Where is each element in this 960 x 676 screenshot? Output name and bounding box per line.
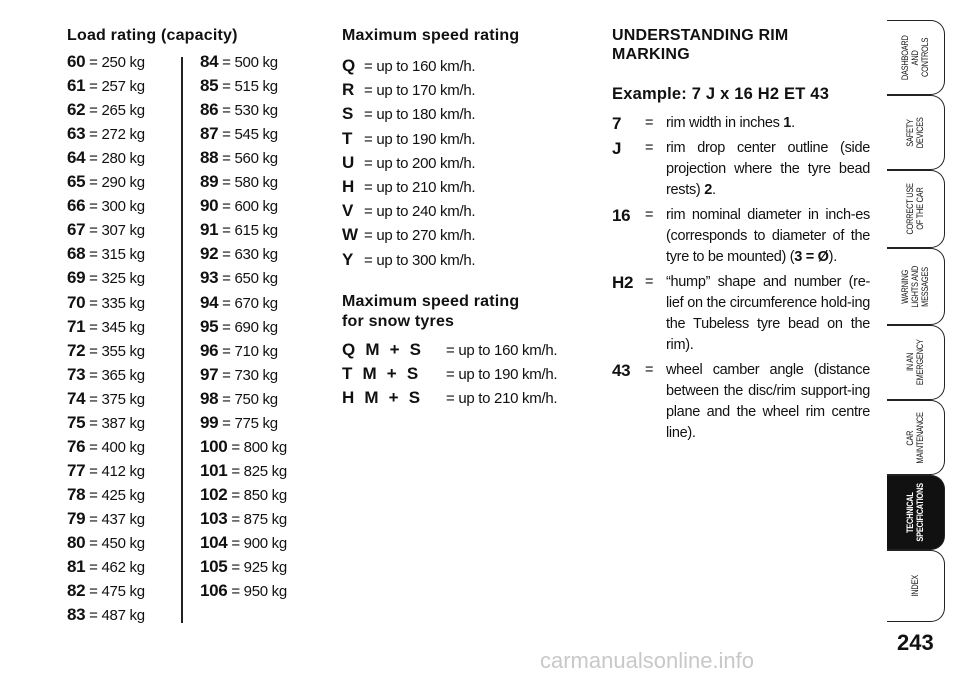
load-row [200,220,278,241]
code: 87 [200,124,219,144]
tab-label: TECHNICAL SPECIFICATIONS [904,483,926,542]
rim-text: rim nominal diameter in inch-es (corresponds to diameter of the tyre to be mounted) ( [666,207,870,265]
load-row [67,268,145,289]
load-row [67,148,145,169]
speed-row [342,177,475,198]
code: 106 [200,581,228,601]
speed-row [342,225,475,246]
code: 92 [200,244,219,264]
value: 437 kg [101,510,145,528]
code: 73 [67,364,86,384]
value: up to 270 km/h. [376,227,476,245]
code: 99 [200,412,219,432]
equals-sign: = [645,140,654,156]
rim-key: 7 [612,114,622,133]
code: 76 [67,436,86,456]
rim-item [612,205,870,268]
load-row [67,605,145,626]
load-row [67,365,145,386]
equals-sign: = [364,227,377,245]
code: R [342,80,354,100]
snow-row [342,388,557,409]
equals-sign: = [218,390,235,408]
value: 265 kg [101,102,145,120]
rim-items [612,113,870,448]
value: 670 kg [234,294,278,312]
equals-sign: = [218,294,235,312]
speed-rating-title: Maximum speed rating [342,27,520,44]
code: Q [342,56,355,75]
code: 86 [200,100,219,120]
equals-sign: = [85,294,102,312]
code: 104 [200,533,228,552]
value: 345 kg [101,318,145,336]
value: 500 kg [234,54,278,71]
code: 85 [200,76,219,96]
rim-end: ). [828,249,837,265]
load-row [200,124,278,145]
equals-sign: = [218,174,235,192]
load-row [67,52,145,73]
code: 69 [67,268,86,288]
equals-sign: = [227,510,244,528]
tab-5[interactable] [887,400,945,475]
code: 91 [200,220,219,240]
equals-sign: = [227,535,244,552]
rim-end: . [711,182,716,198]
rim-description [666,360,870,444]
equals-sign: = [218,342,235,360]
page-number: 243 [897,630,934,655]
value: 545 kg [234,126,278,144]
rim-title-1: UNDERSTANDING RIM [612,27,789,44]
value: 580 kg [234,174,278,192]
value: 355 kg [101,342,145,360]
equals-sign: = [227,583,244,601]
load-row [200,244,278,265]
load-row [200,485,287,506]
value: 335 kg [101,294,145,312]
code: 93 [200,268,219,288]
equals-sign: = [364,58,377,75]
equals-sign: = [85,414,102,432]
load-row [67,557,145,578]
value: 290 kg [101,174,145,192]
value: 850 kg [243,486,287,504]
tab-label: WARNING LIGHTS AND MESSAGES [899,265,931,308]
load-row [67,341,145,362]
equals-sign: = [85,54,102,71]
code: 60 [67,52,86,71]
code: 78 [67,484,86,504]
value: 515 kg [234,78,278,96]
equals-sign: = [85,198,102,216]
equals-sign: = [645,115,654,131]
rim-title-2: MARKING [612,46,690,63]
load-row [67,172,145,193]
equals-sign: = [85,78,102,96]
code: 75 [67,412,86,432]
equals-sign: = [218,222,235,240]
load-row [67,317,145,338]
value: 425 kg [101,486,145,504]
value: 462 kg [101,559,145,577]
equals-sign: = [218,54,235,71]
value: 600 kg [234,198,278,216]
load-row [67,533,145,554]
code: 96 [200,340,219,360]
value: 900 kg [243,535,287,552]
speed-row [342,201,475,222]
equals-sign: = [85,174,102,192]
value: 800 kg [243,438,287,456]
value: 400 kg [101,438,145,456]
load-row [200,293,278,314]
value: up to 170 km/h. [376,82,476,100]
rim-item [612,272,870,356]
code: 84 [200,52,219,71]
code: 83 [67,605,86,625]
snow-row [342,364,557,385]
equals-sign: = [227,438,244,456]
load-row [200,341,278,362]
snow-row [342,340,557,361]
code: H [342,177,354,196]
code: T M + S [342,364,418,384]
code: 101 [200,460,228,480]
speed-row [342,56,475,77]
value: 387 kg [101,414,145,432]
code: 90 [200,196,219,216]
rim-description [666,272,870,356]
value: 307 kg [101,222,145,240]
equals-sign: = [446,366,459,384]
code: 79 [67,508,86,528]
equals-sign: = [364,154,377,172]
load-row [200,317,278,338]
load-row [200,509,287,530]
value: up to 240 km/h. [376,203,476,221]
value: 487 kg [101,607,145,625]
load-row [67,389,145,410]
tab-label: CORRECT USE OF THE CAR [904,183,926,235]
equals-sign: = [218,366,235,384]
load-row [200,533,287,554]
load-row [67,413,145,434]
equals-sign: = [218,246,235,264]
equals-sign: = [364,251,377,269]
rim-text: rim width in inches [666,115,784,131]
code: 103 [200,508,228,528]
equals-sign: = [85,438,102,456]
tab-6[interactable] [887,475,945,550]
speed-row [342,129,475,150]
equals-sign: = [364,82,377,100]
load-row [200,389,278,410]
value: 690 kg [234,318,278,336]
value: 925 kg [243,559,287,577]
load-row [67,196,145,217]
rim-description [666,205,870,268]
snow-title-1: Maximum speed rating [342,293,520,310]
code: Q M + S [342,340,421,359]
load-row [67,437,145,458]
value: 730 kg [234,366,278,384]
code: 105 [200,557,228,577]
value: up to 210 km/h. [458,390,558,408]
value: 750 kg [234,390,278,408]
value: 257 kg [101,78,145,96]
code: U [342,152,354,172]
code: 81 [67,557,86,577]
value: 412 kg [101,462,145,480]
equals-sign: = [645,274,654,290]
code: 64 [67,148,86,168]
value: up to 180 km/h. [376,106,476,124]
equals-sign: = [85,342,102,360]
load-row [200,581,287,602]
load-row [200,461,287,482]
equals-sign: = [364,179,377,196]
value: up to 190 km/h. [458,366,558,384]
column-divider [181,57,183,623]
code: 82 [67,581,86,601]
value: 775 kg [234,414,278,432]
load-row [200,52,278,73]
tab-label: DASHBOARD AND CONTROLS [899,35,931,80]
value: 250 kg [101,54,145,71]
code: 67 [67,220,86,240]
equals-sign: = [218,78,235,96]
rim-key: 16 [612,206,631,225]
value: 825 kg [243,462,287,480]
value: up to 160 km/h. [376,58,476,75]
load-row [200,413,278,434]
value: 530 kg [234,102,278,120]
rim-item [612,360,870,444]
equals-sign: = [645,207,654,223]
load-row [200,172,278,193]
rim-end: . [791,115,795,131]
equals-sign: = [227,559,244,577]
equals-sign: = [218,126,235,144]
equals-sign: = [85,318,102,336]
equals-sign: = [364,203,377,221]
rim-text: rim drop center outline (side projection where the tyre bead rests) [666,140,870,198]
load-row [200,268,278,289]
rim-ref: 3 = Ø [794,249,829,265]
code: 88 [200,148,219,168]
tab-label: SAFETY DEVICES [904,117,926,148]
rim-key: H2 [612,273,634,292]
equals-sign: = [85,607,102,625]
code: T [342,128,353,148]
tab-3[interactable] [887,248,945,325]
value: 365 kg [101,366,145,384]
code: 94 [200,292,219,312]
load-row [67,581,145,602]
equals-sign: = [85,559,102,577]
equals-sign: = [364,106,377,124]
equals-sign: = [218,270,235,288]
value: up to 200 km/h. [376,154,476,172]
load-row [67,461,145,482]
code: 72 [67,340,86,360]
value: 450 kg [101,535,145,552]
value: 300 kg [101,198,145,216]
equals-sign: = [85,486,102,504]
equals-sign: = [85,535,102,552]
code: 71 [67,316,86,336]
code: 74 [67,388,86,408]
code: 77 [67,460,86,480]
load-row [67,100,145,121]
equals-sign: = [85,462,102,480]
equals-sign: = [218,318,235,336]
value: up to 210 km/h. [376,179,476,196]
equals-sign: = [218,102,235,120]
speed-row [342,153,475,174]
value: 710 kg [234,342,278,360]
load-row [67,485,145,506]
equals-sign: = [364,130,377,148]
load-row [200,557,287,578]
code: Y [342,249,354,269]
code: 61 [67,76,86,96]
value: 950 kg [243,583,287,601]
tab-label: IN AN EMERGENCY [904,339,926,386]
code: 80 [67,533,86,552]
rim-ref: 2 [704,182,712,198]
load-row [67,244,145,265]
equals-sign: = [227,462,244,480]
load-row [67,76,145,97]
code: H M + S [342,388,420,408]
value: 560 kg [234,150,278,168]
tab-2[interactable] [887,170,945,248]
equals-sign: = [85,510,102,528]
load-row [67,293,145,314]
speed-row [342,104,475,125]
value: up to 300 km/h. [376,251,476,269]
snow-title-2: for snow tyres [342,313,455,330]
load-rating-title: Load rating (capacity) [67,27,238,44]
code: 62 [67,100,86,120]
rim-description [666,113,870,134]
code: 70 [67,292,86,312]
equals-sign: = [218,414,235,432]
watermark: carmanualsonline.info [540,648,755,673]
code: 63 [67,124,86,144]
equals-sign: = [85,583,102,601]
load-row [67,509,145,530]
load-row [200,365,278,386]
code: 100 [200,436,228,456]
equals-sign: = [218,150,235,168]
code: S [342,104,354,124]
tab-label: INDEX [909,575,921,597]
load-row [67,124,145,145]
equals-sign: = [227,486,244,504]
load-row [67,220,145,241]
rim-example: Example: 7 J x 16 H2 ET 43 [612,85,830,103]
code: 65 [67,172,86,192]
equals-sign: = [85,366,102,384]
rim-item [612,113,870,134]
equals-sign: = [85,102,102,120]
equals-sign: = [218,198,235,216]
value: 650 kg [234,270,278,288]
tab-7[interactable] [887,550,945,622]
tab-1[interactable] [887,95,945,170]
code: 66 [67,196,86,216]
equals-sign: = [85,222,102,240]
value: 280 kg [101,150,145,168]
value: up to 190 km/h. [376,130,476,148]
rim-item [612,138,870,201]
code: 95 [200,316,219,336]
value: 630 kg [234,246,278,264]
value: 875 kg [243,510,287,528]
code: 68 [67,244,86,264]
load-row [200,196,278,217]
equals-sign: = [85,150,102,168]
rim-key: 43 [612,361,631,380]
equals-sign: = [645,362,654,378]
rim-description [666,138,870,201]
code: 97 [200,364,219,384]
equals-sign: = [446,342,459,359]
value: 475 kg [101,583,145,601]
code: 98 [200,388,219,408]
load-row [200,76,278,97]
rim-key: J [612,139,622,158]
equals-sign: = [85,270,102,288]
code: 102 [200,484,228,504]
tab-label: CAR MAINTENANCE [904,411,926,464]
load-row [200,148,278,169]
rim-ref: 1 [783,115,792,131]
rim-text: wheel camber angle (distance between the disc/rim support-ing plane and the wheel rim centre line). [666,362,870,441]
equals-sign: = [85,390,102,408]
equals-sign: = [85,126,102,144]
equals-sign: = [446,390,459,408]
tab-0[interactable] [887,20,945,95]
value: up to 160 km/h. [458,342,558,359]
speed-row [342,250,475,271]
equals-sign: = [85,246,102,264]
value: 615 kg [234,222,278,240]
rim-text: “hump” shape and number (re-lief on the circumference hold-ing the Tubeless tyre bead on the rim). [666,274,870,353]
value: 315 kg [101,246,145,264]
tab-4[interactable] [887,325,945,400]
value: 375 kg [101,390,145,408]
code: 89 [200,172,219,192]
load-row [200,437,287,458]
load-row [200,100,278,121]
code: W [342,225,358,245]
value: 325 kg [101,270,145,288]
code: V [342,201,354,221]
speed-row [342,80,475,101]
value: 272 kg [101,126,145,144]
